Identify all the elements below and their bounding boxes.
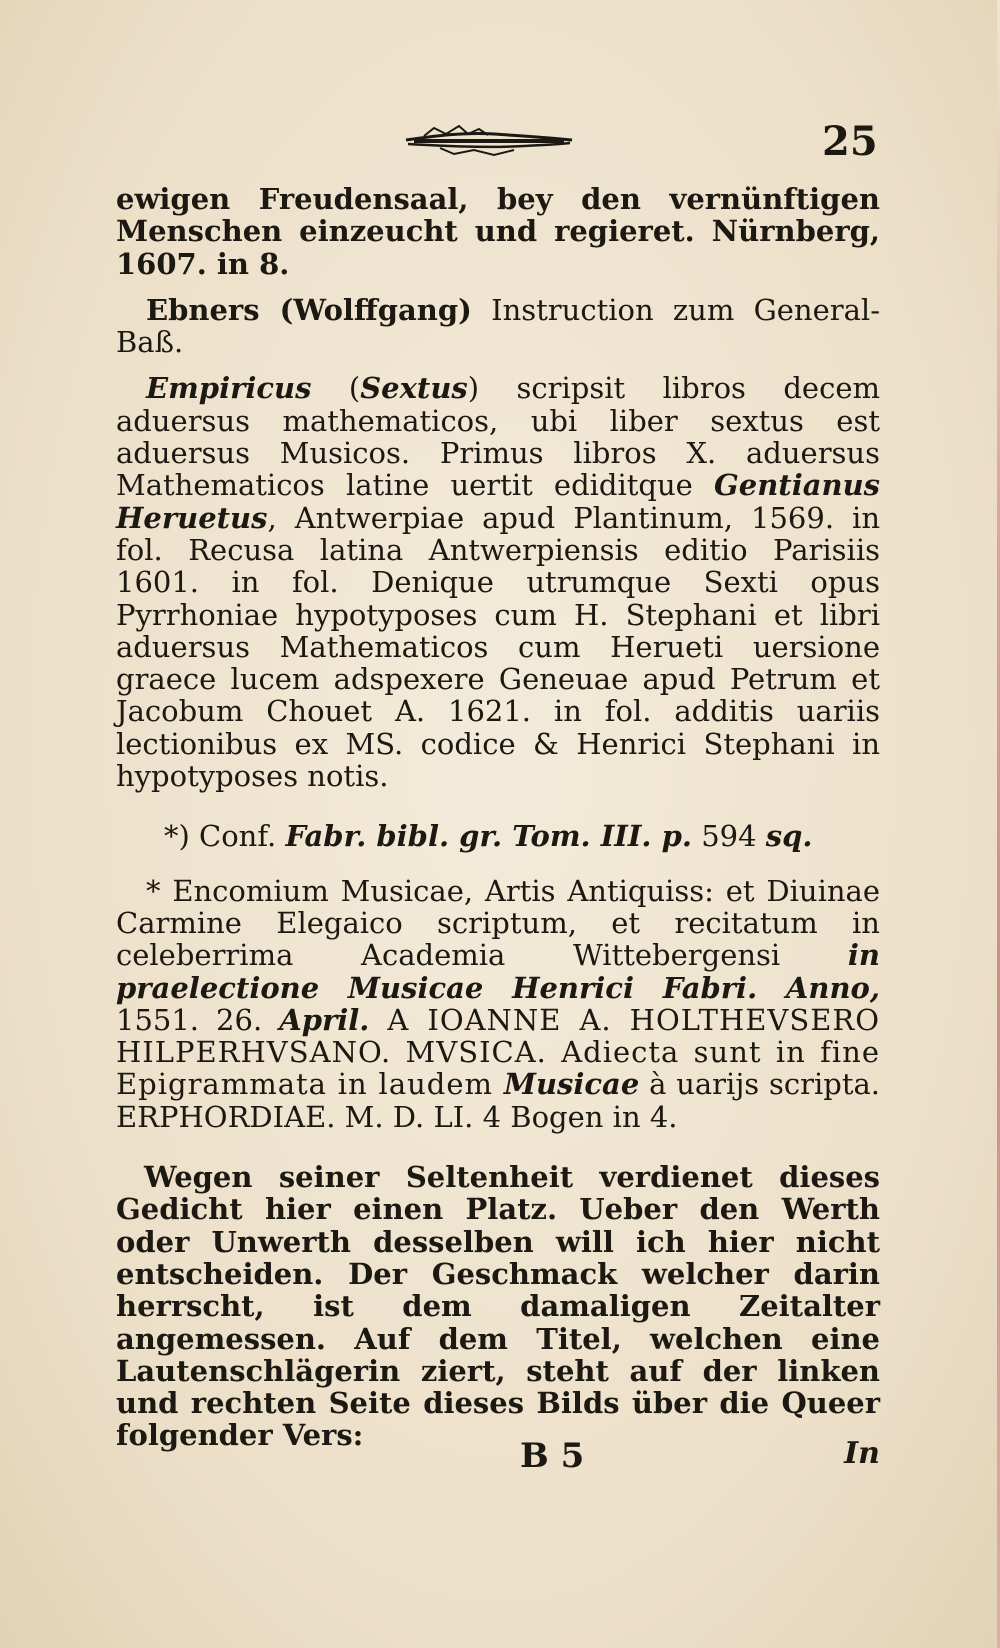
catchword: In — [844, 1436, 880, 1471]
paragraph-continuation: ewigen Freudensaal, bey den vernünftigen Menschen einzeucht und regieret. Nürnberg, 1607. in 8. — [116, 182, 880, 281]
entry-ebner-name: Ebners (Wolffgang) — [146, 292, 472, 327]
header-ornament-icon — [404, 122, 574, 158]
signature-mark: B 5 — [520, 1436, 585, 1476]
entry-ebner — [116, 294, 880, 359]
entry-encomium-text-d: à uarijs scripta. ERPHORDIAE. M. D. LI. 4 Bogen in 4. — [116, 1067, 880, 1134]
entry-empiricus — [116, 372, 880, 792]
entry-empiricus-text-a: ) scripsit libros decem aduersus mathematicos, ubi liber sextus est aduersus Musicos. Primus libros X. aduersus Mathematicos latine uertit ediditque — [116, 371, 880, 503]
entry-encomium-text-c: A IOANNE A. HOLTHEVSERO HILPERHVSANO. MVSICA. Adiecta sunt in fine Epigrammata in laudem — [116, 1002, 881, 1102]
entry-encomium-italic-1: in praelectione Musicae Henrici Fabri. Anno, — [116, 938, 880, 1005]
page-number: 25 — [822, 118, 878, 165]
entry-empiricus-paren: ( — [311, 371, 361, 406]
footnote-page: 594 — [691, 819, 766, 854]
footnote — [116, 820, 880, 852]
entry-encomium-text-b: 1551. 26. — [116, 1002, 280, 1037]
commentary-paragraph: Wegen seiner Seltenheit verdienet dieses Gedicht hier einen Platz. Ueber den Werth oder Unwerth desselben will ich hier nicht entscheiden. Der Geschmack welcher darin herrscht, ist dem damaligen Zeitalter angemessen. Auf dem Titel, welchen eine Lautenschlägerin ziert, steht auf der linken und rechten Seite dieses Bilds über die Queer folgender Vers: — [116, 1160, 880, 1453]
footnote-sq: sq. — [765, 819, 813, 854]
entry-ebner-title: Instruction zum General-Baß. — [116, 292, 880, 360]
entry-empiricus-text-b: , Antwerpiae apud Plantinum, 1569. in fol. Recusa latina Antwerpiensis editio Parisiis 1601. in fol. Denique utrumque Sexti opus Pyrrhoniae hypotyposes cum H. Stephani et libri aduersus Mathematicos cum Herueti uersione graece lucem adspexere Geneuae apud Petrum et Jacobum Chouet A. 1621. in fol. additis uariis lectionibus ex MS. codice & Henrici Stephani in hypotyposes notis. — [116, 500, 880, 794]
entry-empiricus-given: Sextus — [360, 371, 468, 406]
entry-encomium-italic-2: April. — [279, 1002, 370, 1037]
footnote-reference: Fabr. bibl. gr. Tom. III. p. — [285, 819, 692, 854]
entry-encomium-italic-3: Musicae — [503, 1067, 640, 1102]
body-text — [116, 183, 880, 1452]
page-footer — [116, 1436, 880, 1486]
entry-empiricus-translator: Gentianus Heruetus — [116, 468, 880, 535]
footnote-mark: *) Conf. — [164, 819, 286, 854]
entry-encomium-text-a: * Encomium Musicae, Artis Antiquiss: et Diuinae Carmine Elegaico scriptum, et recitatum in celeberrima Academia Wittebergensi — [116, 873, 880, 973]
entry-empiricus-name: Empiricus — [146, 371, 312, 406]
entry-encomium — [116, 875, 880, 1133]
